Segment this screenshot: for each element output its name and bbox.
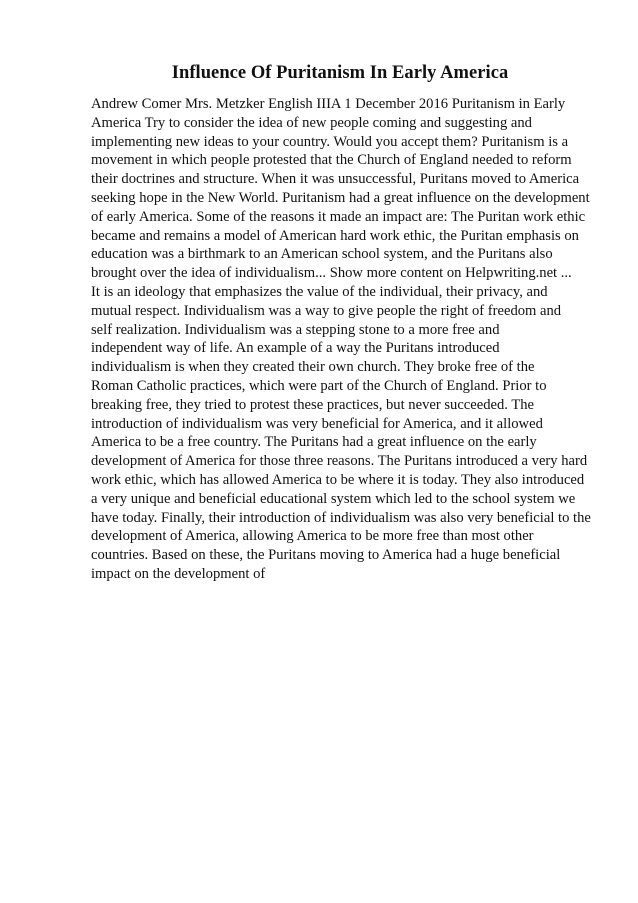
body-line: mutual respect. Individualism was a way to give people the right of freedom and	[91, 302, 562, 319]
body-line: Andrew Comer Mrs. Metzker English IIIA 1 December 2016 Puritanism in Early	[91, 96, 566, 112]
body-line: work ethic, which has allowed America to be where it is today. They also introduced	[91, 471, 585, 488]
body-line: self realization. Individualism was a stepping stone to a more free and	[91, 321, 500, 338]
body-line: America Try to consider the idea of new people coming and suggesting and	[91, 114, 532, 131]
body-line: implementing new ideas to your country. Would you accept them? Puritanism is a	[91, 133, 569, 150]
body-line: countries. Based on these, the Puritans moving to America had a huge beneficial	[91, 547, 561, 564]
body-line: impact on the development of	[91, 565, 266, 582]
body-line: Roman Catholic practices, which were part of the Church of England. Prior to	[91, 377, 547, 394]
body-line: their doctrines and structure. When it was unsuccessful, Puritans moved to America	[91, 171, 580, 188]
body-line: a very unique and beneficial educational system which led to the school system we	[91, 490, 576, 507]
body-line: of early America. Some of the reasons it made an impact are: The Puritan work ethic	[91, 208, 586, 225]
document-body	[91, 95, 596, 584]
body-line: brought over the idea of individualism... Show more content on Helpwriting.net ...	[91, 265, 572, 282]
body-line: education was a birthmark to an American school system, and the Puritans also	[91, 246, 553, 263]
body-line: seeking hope in the New World. Puritanism had a great influence on the development	[91, 189, 590, 206]
body-line: development of America, allowing America to be more free than most other	[91, 528, 534, 545]
document-title: Influence Of Puritanism In Early America	[171, 63, 509, 83]
body-line: independent way of life. An example of a way the Puritans introduced	[91, 340, 500, 357]
body-line: breaking free, they tried to protest these practices, but never succeeded. The	[91, 396, 535, 413]
body-line: It is an ideology that emphasizes the value of the individual, their privacy, and	[91, 283, 548, 300]
body-line: America to be a free country. The Puritans had a great influence on the early	[91, 434, 537, 451]
body-line: became and remains a model of American hard work ethic, the Puritan emphasis on	[91, 227, 579, 244]
body-line: development of America for those three reasons. The Puritans introduced a very hard	[91, 453, 588, 470]
body-line: have today. Finally, their introduction of individualism was also very beneficial to the	[91, 509, 591, 526]
body-line: individualism is when they created their own church. They broke free of the	[91, 359, 535, 376]
body-line: movement in which people protested that the Church of England needed to reform	[91, 152, 572, 169]
body-line: introduction of individualism was very beneficial for America, and it allowed	[91, 415, 543, 432]
